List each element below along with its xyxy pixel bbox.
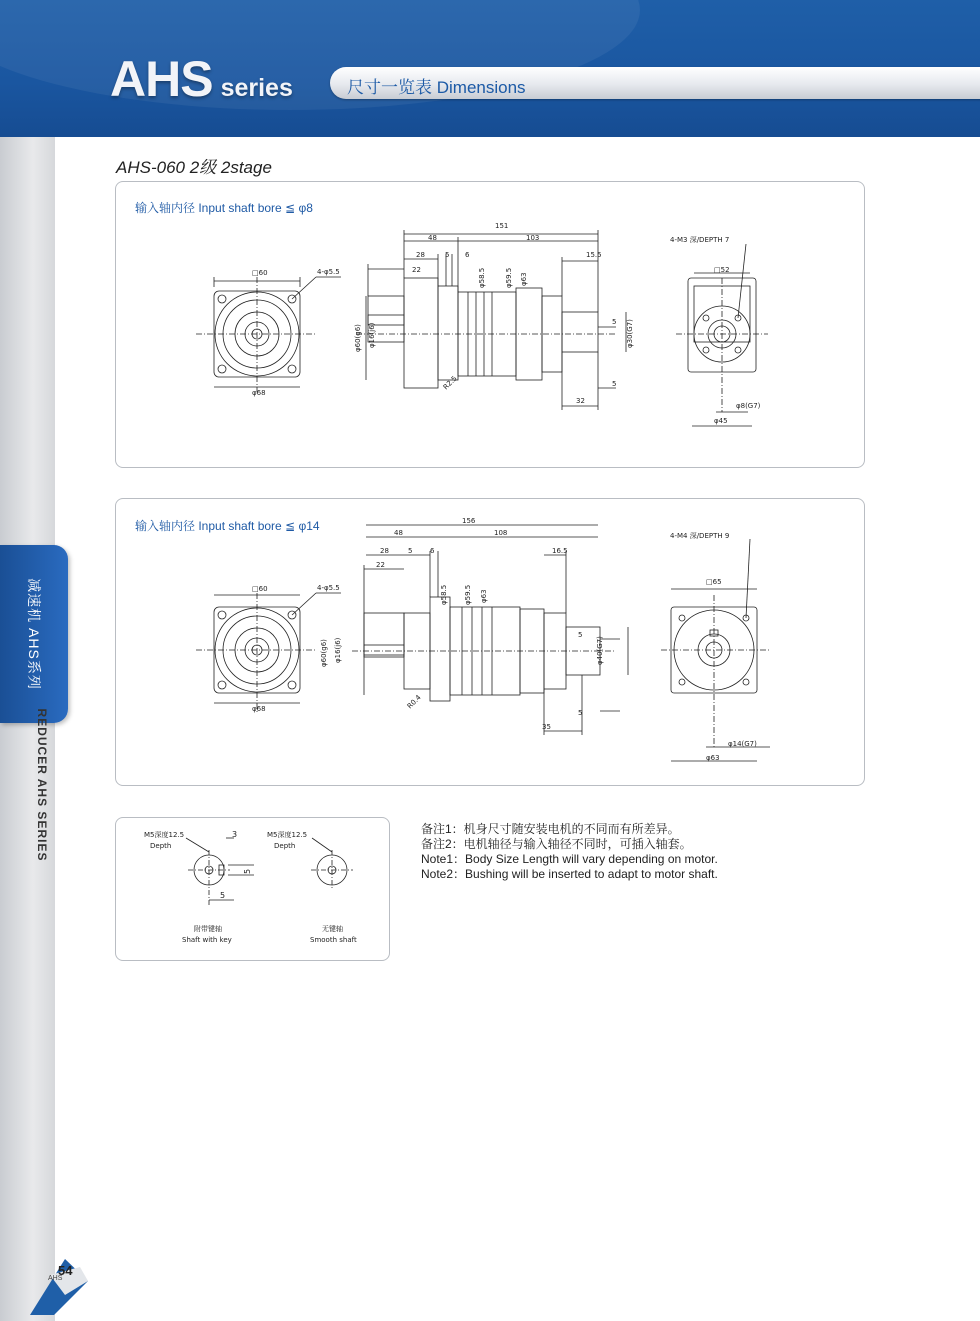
page-title: AHS-060 2级 2stage	[116, 158, 272, 177]
smooth-shaft-drawing	[311, 838, 353, 890]
dim-5c: 5	[612, 380, 617, 388]
keyed-depth: Depth	[150, 842, 172, 850]
brand-name: AHS	[110, 51, 213, 107]
dim-5c-2: 5	[578, 709, 583, 717]
rear-view-2	[661, 539, 771, 761]
sq60-label: □60	[252, 269, 268, 277]
dia-63b: φ63	[706, 754, 720, 762]
dimension-panel-1	[115, 181, 865, 468]
dim-22: 22	[412, 266, 421, 274]
note-en-2: Note2：Bushing will be inserted to adapt to motor shaft.	[421, 867, 718, 881]
dia-59-5-2: φ59.5	[464, 584, 472, 605]
dia-58-5: φ58.5	[478, 267, 486, 288]
sq52-label: □52	[714, 266, 730, 274]
dim-6-2: 6	[430, 547, 435, 555]
panel-2-label: 输入轴内径 Input shaft bore ≦ φ14	[135, 519, 320, 533]
dim-103: 103	[526, 234, 540, 242]
dia-40g7: φ40(G7)	[596, 636, 604, 665]
keyed-dim-5a: 5	[243, 868, 252, 874]
total-dim-2: 156	[462, 517, 476, 525]
section-title-bar	[330, 67, 980, 99]
tap-label: 4-M3 深/DEPTH 7	[670, 236, 730, 244]
dia-30g7: φ30(G7)	[626, 319, 634, 348]
keyed-name-cn: 附带键轴	[194, 925, 222, 933]
side-tab	[0, 545, 68, 723]
note-en-1: Note1：Body Size Length will vary depending on motor.	[421, 852, 718, 866]
keyed-dim-3: 3	[232, 830, 238, 839]
keyed-callout: M5深度12.5	[144, 831, 185, 839]
dia-63-2: φ63	[480, 589, 488, 603]
dia-63: φ63	[520, 272, 528, 286]
dim-48: 48	[428, 234, 437, 242]
dim-48-2: 48	[394, 529, 403, 537]
smooth-callout: M5深度12.5	[267, 831, 308, 839]
dimension-panel-2	[115, 498, 865, 786]
section-title: 尺寸一览表 Dimensions	[347, 78, 526, 97]
dim-5b-2: 5	[578, 631, 583, 639]
sq60-label-2: □60	[252, 585, 268, 593]
dim-35: 35	[542, 723, 551, 731]
dim-6: 6	[465, 251, 470, 259]
dia-16j6: φ16(j6)	[368, 322, 376, 348]
side-view-2	[352, 525, 628, 735]
smooth-name-cn: 无键轴	[322, 925, 343, 933]
note-cn-2: 备注2：电机轴径与输入轴径不同时，可插入轴套。	[421, 837, 692, 851]
dim-16-5: 16.5	[552, 547, 568, 555]
series-brand	[110, 50, 293, 108]
drawing-1	[116, 182, 864, 467]
side-series-label: REDUCER AHS SERIES	[35, 708, 49, 862]
page-number: 54	[58, 1263, 73, 1278]
notes-block	[421, 822, 718, 882]
dia-14g7: φ14(G7)	[728, 740, 757, 748]
dim-22-2: 22	[376, 561, 385, 569]
dim-5b: 5	[612, 318, 617, 326]
dim-108: 108	[494, 529, 508, 537]
r-2-5: R2.5	[441, 374, 459, 392]
dia-8g7: φ8(G7)	[736, 402, 761, 410]
keyed-dim-5b: 5	[220, 891, 226, 900]
holes-label-2: 4-φ5.5	[317, 584, 340, 592]
page-number-sub: AHS	[48, 1275, 63, 1282]
keyed-name-en: Shaft with key	[182, 936, 232, 944]
brand-sub: series	[220, 74, 293, 102]
page-header	[0, 0, 980, 137]
d68-label: φ68	[252, 389, 266, 397]
dia-58-5-2: φ58.5	[440, 584, 448, 605]
dim-5-2: 5	[408, 547, 413, 555]
tap-label-2: 4-M4 深/DEPTH 9	[670, 532, 730, 540]
dia-16j6-2: φ16(j6)	[334, 637, 342, 663]
dim-32: 32	[576, 397, 585, 405]
shaft-drawings	[116, 818, 389, 960]
dim-5: 5	[445, 251, 450, 259]
note-cn-1: 备注1：机身尺寸随安装电机的不同而有所差异。	[421, 822, 680, 836]
drawing-2	[116, 499, 864, 785]
panel-1-label: 输入轴内径 Input shaft bore ≦ φ8	[135, 201, 313, 215]
sq65-label: □65	[706, 578, 722, 586]
page-badge-shape	[30, 1245, 100, 1315]
dia-60g6-2: φ60(g6)	[320, 639, 328, 667]
holes-label: 4-φ5.5	[317, 268, 340, 276]
dim-28-2: 28	[380, 547, 389, 555]
d68-label-2: φ68	[252, 705, 266, 713]
dim-15-5: 15.5	[586, 251, 602, 259]
side-tab-label: 减速机 AHS系列	[26, 578, 42, 690]
dim-28: 28	[416, 251, 425, 259]
total-dim: 151	[495, 222, 509, 230]
shaft-options-panel	[115, 817, 390, 961]
smooth-depth: Depth	[274, 842, 296, 850]
front-view-1	[196, 277, 341, 392]
dia-59-5: φ59.5	[505, 267, 513, 288]
dia-45: φ45	[714, 417, 728, 425]
smooth-name-en: Smooth shaft	[310, 936, 357, 944]
r-0-4: R0.4	[405, 693, 423, 711]
dia-60g6: φ60(g6)	[354, 324, 362, 352]
